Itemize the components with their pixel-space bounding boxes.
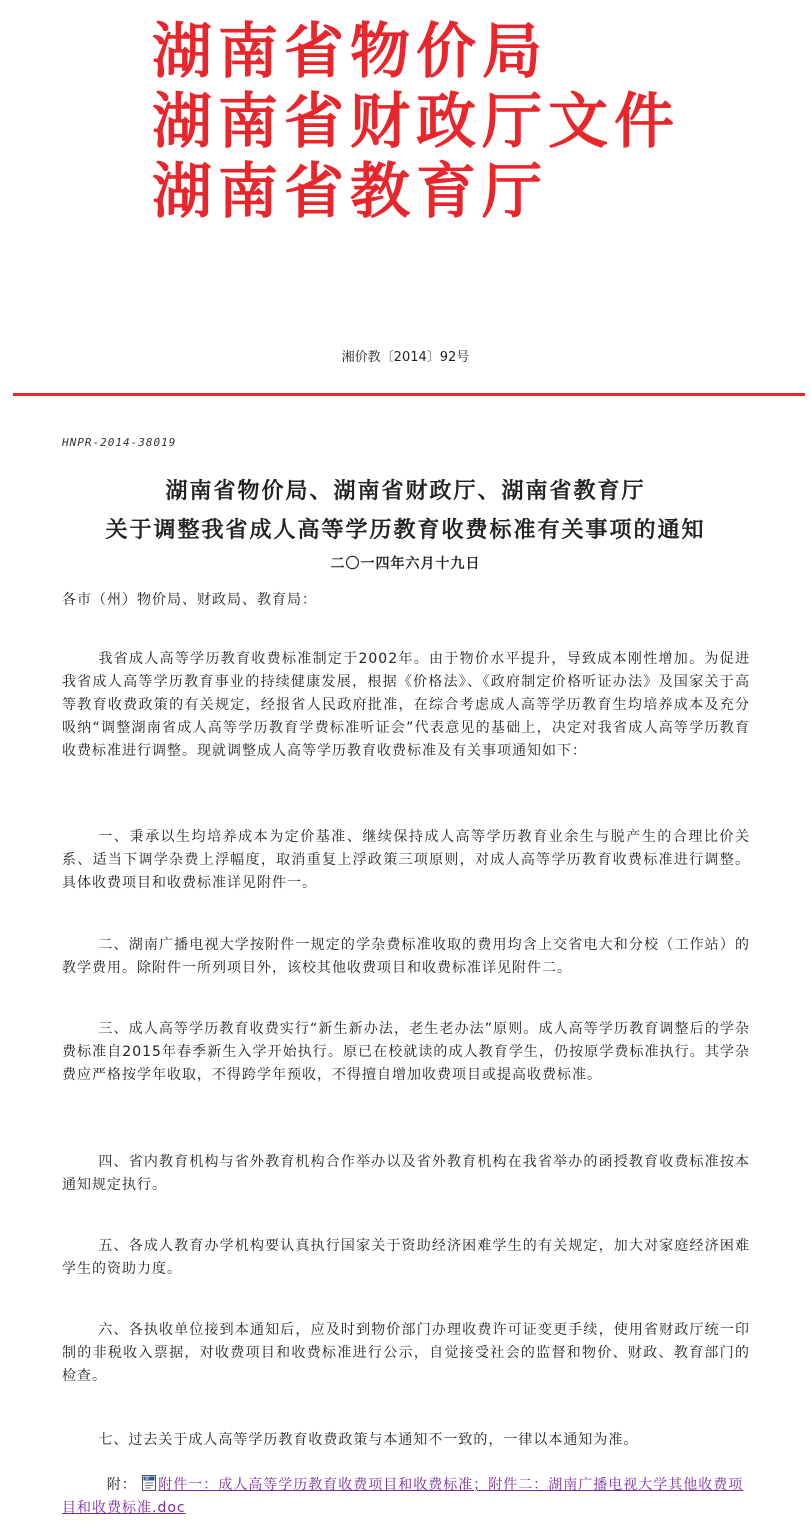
letterhead-line-3: 湖南省教育厅 <box>152 157 548 227</box>
title-line-2: 关于调整我省成人高等学历教育收费标准有关事项的通知 <box>105 517 706 543</box>
salutation: 各市（州）物价局、财政局、教育局： <box>62 592 317 608</box>
paragraph-item-6: 六、各执收单位接到本通知后，应及时到物价部门办理收费许可证变更手续，使用省财政厅统一印制的非税收入票据，对收费项目和收费标准进行公示，自觉接受社会的监督和物价、财政、教育部门的检查。 <box>62 1322 750 1384</box>
attachment-line <box>62 1474 752 1520</box>
title-line-1: 湖南省物价局、湖南省财政厅、湖南省教育厅 <box>165 478 646 504</box>
paragraph-item-7: 七、过去关于成人高等学历教育收费政策与本通知不一致的，一律以本通知为准。 <box>98 1432 639 1448</box>
red-divider <box>13 393 805 396</box>
letterhead <box>152 18 680 228</box>
letterhead-line-2: 湖南省财政厅文件 <box>152 87 680 157</box>
svg-text:W: W <box>145 1476 151 1481</box>
paragraph-item-2: 二、湖南广播电视大学按附件一规定的学杂费标准收取的费用均含上交省电大和分校（工作站）的教学费用。除附件一所列项目外，该校其他收费项目和收费标准详见附件二。 <box>62 937 750 976</box>
serial-number: HNPR-2014-38019 <box>62 436 177 449</box>
attachment-label: 附： <box>106 1477 137 1493</box>
paragraph-item-5: 五、各成人教育办学机构要认真执行国家关于资助经济困难学生的有关规定，加大对家庭经济困难学生的资助力度。 <box>62 1238 750 1277</box>
document-number: 湘价教〔2014〕92号 <box>341 350 470 365</box>
letterhead-line-1: 湖南省物价局 <box>152 17 548 87</box>
paragraph-item-4: 四、省内教育机构与省外教育机构合作举办以及省外教育机构在我省举办的函授教育收费标准按本通知规定执行。 <box>62 1154 750 1193</box>
attachment-link[interactable]: 附件一：成人高等学历教育收费项目和收费标准；附件二：湖南广播电视大学其他收费项目和收费标准.doc <box>62 1477 744 1516</box>
paragraph-item-1: 一、秉承以生均培养成本为定价基准、继续保持成人高等学历教育业余生与脱产生的合理比价关系、适当下调学杂费上浮幅度，取消重复上浮政策三项原则，对成人高等学历教育收费标准进行调整。具体收费项目和收费标准详见附件一。 <box>62 829 750 891</box>
word-doc-icon[interactable] <box>142 1475 156 1491</box>
paragraph-intro: 我省成人高等学历教育收费标准制定于2002年。由于物价水平提升，导致成本刚性增加。为促进我省成人高等学历教育事业的持续健康发展，根据《价格法》、《政府制定价格听证办法》及国家关于高等教育收费政策的有关规定，经报省人民政府批准，在综合考虑成人高等学历教育生均培养成本及充分吸纳“调整湖南省成人高等学历教育学费标准听证会”代表意见的基础上，决定对我省成人高等学历教育收费标准进行调整。现就调整成人高等学历教育收费标准及有关事项通知如下： <box>62 651 750 759</box>
issue-date: 二〇一四年六月十九日 <box>330 556 481 572</box>
paragraph-item-3: 三、成人高等学历教育收费实行“新生新办法，老生老办法”原则。成人高等学历教育调整后的学杂费标准自2015年春季新生入学开始执行。原已在校就读的成人教育学生，仍按原学费标准执行。其学杂费应严格按学年收取，不得跨学年预收，不得擅自增加收费项目或提高收费标准。 <box>62 1021 750 1083</box>
